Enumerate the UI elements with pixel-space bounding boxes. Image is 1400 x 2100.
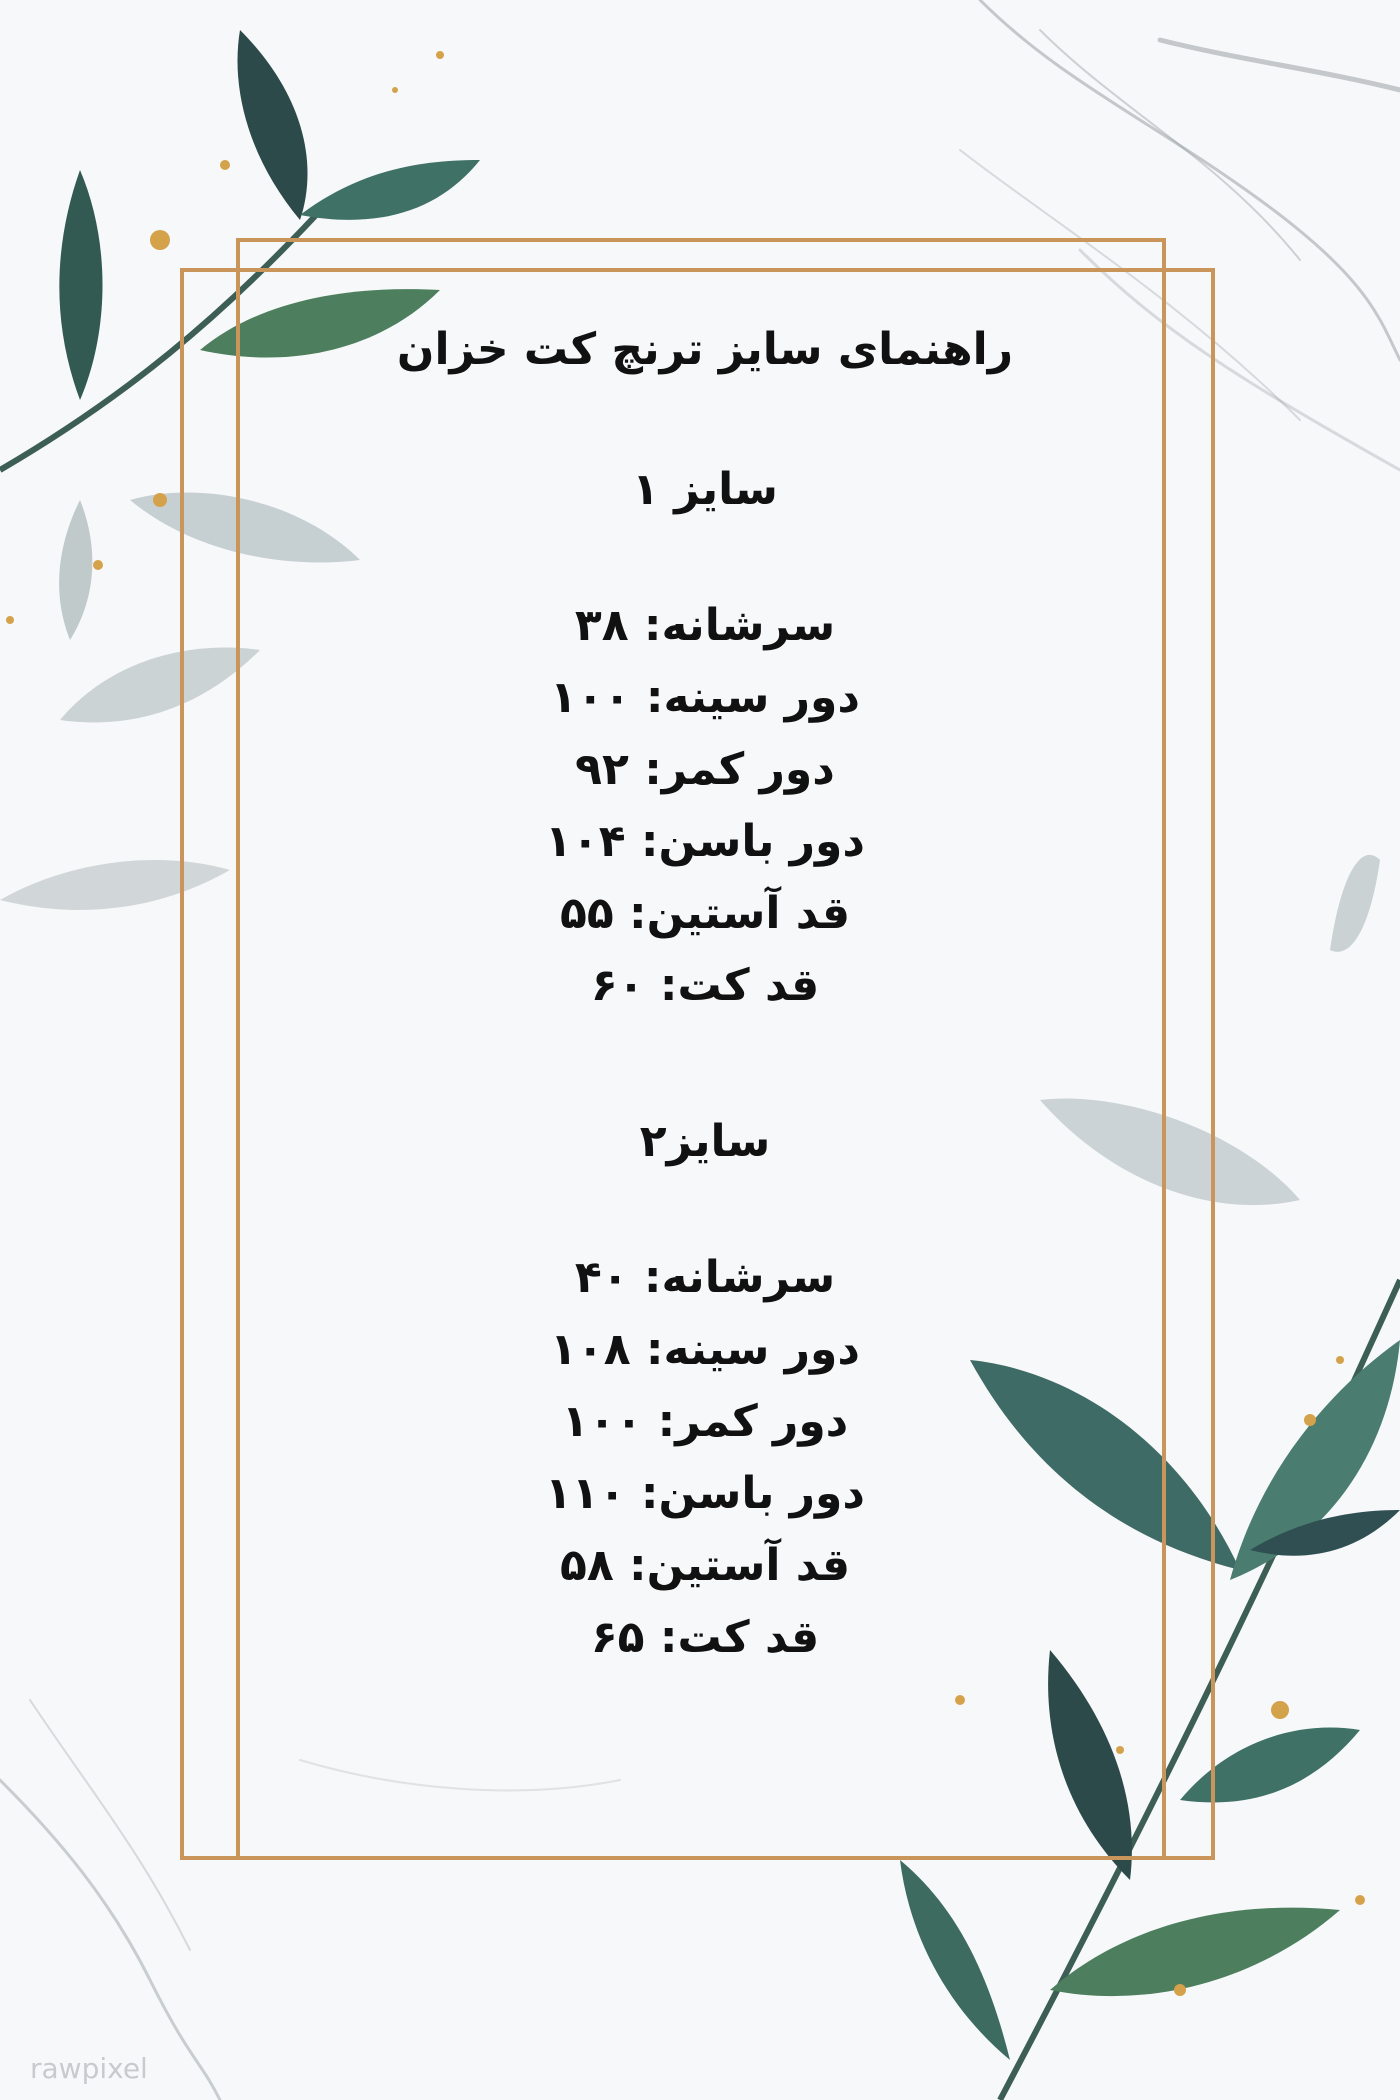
measurement-sleeve: قد آستین: ۵۵ [559, 888, 851, 939]
size-heading: سایز۲ [639, 1116, 771, 1167]
measurement-sleeve: قد آستین: ۵۸ [559, 1540, 851, 1591]
measurement-hip: دور باسن: ۱۰۴ [545, 816, 865, 867]
leaf-bottom-right-7 [900, 1860, 1010, 2060]
measurement-shoulder: سرشانه: ۴۰ [574, 1252, 836, 1303]
leaf-top-left-1 [238, 30, 308, 220]
size-guide-content [380, 320, 1030, 1674]
watermark: rawpixel [30, 2052, 148, 2085]
size-section-2 [380, 1112, 1030, 1674]
measurement-chest: دور سینه: ۱۰۰ [550, 672, 860, 723]
measurements-list [380, 1242, 1030, 1674]
measurement-coat-length: قد کت: ۶۰ [590, 960, 820, 1011]
measurements-list [380, 590, 1030, 1022]
size-section-1 [380, 460, 1030, 1022]
size-heading: سایز ۱ [632, 464, 778, 515]
page-title: راهنمای سایز ترنچ کت خزان [396, 324, 1014, 375]
measurement-chest: دور سینه: ۱۰۸ [550, 1324, 860, 1375]
leaf-top-left-8 [59, 500, 92, 640]
measurement-waist: دور کمر: ۱۰۰ [561, 1396, 849, 1447]
measurement-shoulder: سرشانه: ۳۸ [574, 600, 836, 651]
leaf-top-left-4 [59, 170, 102, 400]
leaf-top-left-2 [300, 160, 480, 220]
leaf-bottom-right-1 [1330, 855, 1380, 952]
measurement-coat-length: قد کت: ۶۵ [590, 1612, 820, 1663]
measurement-hip: دور باسن: ۱۱۰ [545, 1468, 865, 1519]
measurement-waist: دور کمر: ۹۲ [575, 744, 835, 795]
